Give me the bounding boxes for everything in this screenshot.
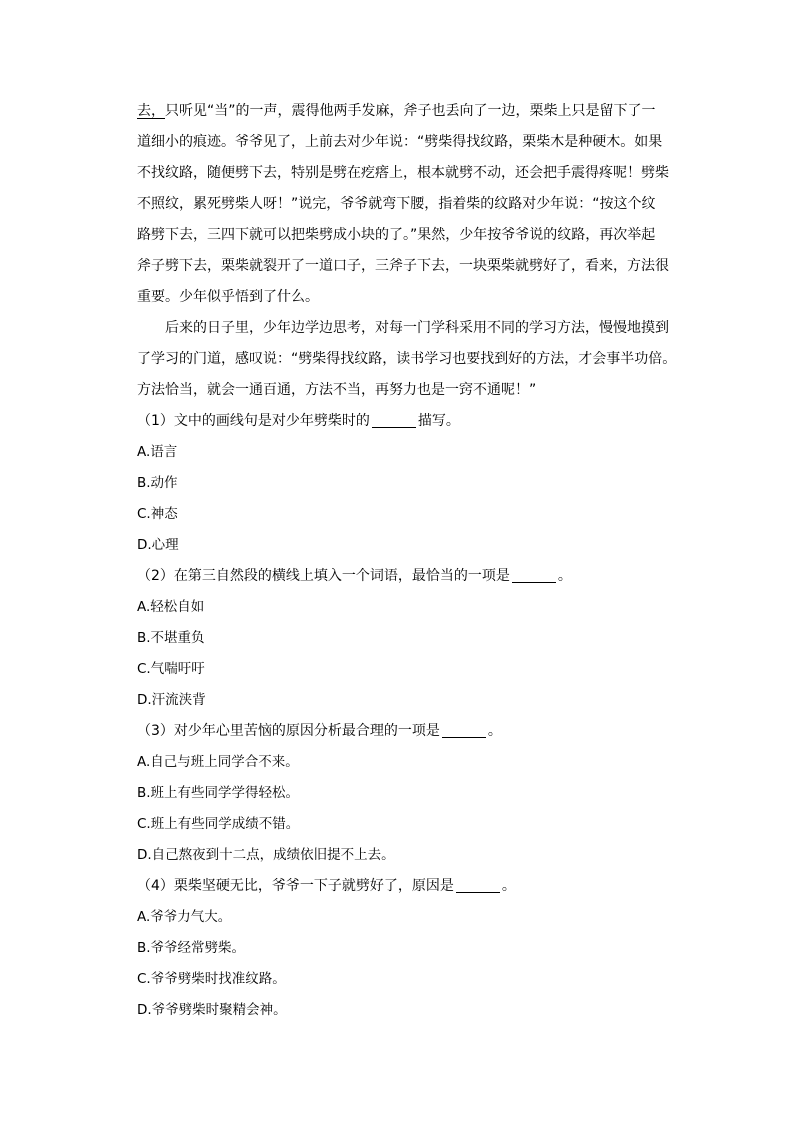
underlined-sentence: 去， [137,103,165,119]
answer-blank[interactable] [512,565,556,583]
passage-line: 不找纹路，随便劈下去，特别是劈在疙瘩上，根本就劈不动，还会把手震得疼呢！劈柴 [137,165,669,181]
passage-line: 斧子劈下去，栗柴就裂开了一道口子，三斧子下去，一块栗柴就劈好了，看来，方法很 [137,258,669,274]
answer-blank[interactable] [456,875,500,893]
question-stem: （2）在第三自然段的横线上填入一个词语，最恰当的一项是 。 [137,561,677,592]
answer-option[interactable]: A.轻松自如 [137,599,205,615]
answer-option[interactable]: C.爷爷劈柴时找准纹路。 [137,971,286,987]
answer-option[interactable]: B.爷爷经常劈柴。 [137,940,246,956]
passage-line: 去，只听见“当”的一声，震得他两手发麻，斧子也丢向了一边，栗柴上只是留下了一 [137,103,656,119]
question-stem: （3）对少年心里苦恼的原因分析最合理的一项是 。 [137,716,677,747]
passage-line: 后来的日子里，少年边学边思考，对每一门学科采用不同的学习方法，慢慢地摸到 [165,320,669,336]
passage-line: 道细小的痕迹。爷爷见了，上前去对少年说：“劈柴得找纹路，栗柴木是种硬木。如果 [137,134,663,150]
answer-option[interactable]: C.神态 [137,506,178,522]
passage-line: 路劈下去，三四下就可以把柴劈成小块的了。”果然，少年按爷爷说的纹路，再次举起 [137,227,656,243]
answer-option[interactable]: D.心理 [137,537,179,553]
answer-blank[interactable] [372,410,416,428]
answer-option[interactable]: D.自己熬夜到十二点，成绩依旧提不上去。 [137,847,395,863]
answer-option[interactable]: C.气喘吁吁 [137,661,205,677]
answer-option[interactable]: B.不堪重负 [137,630,205,646]
answer-option[interactable]: B.动作 [137,475,178,491]
answer-option[interactable]: D.汗流浃背 [137,692,206,708]
question-stem: （1）文中的画线句是对少年劈柴时的 描写。 [137,406,677,437]
question-stem: （4）栗柴坚硬无比，爷爷一下子就劈好了，原因是 。 [137,871,677,902]
passage-line: 了学习的门道，感叹说：“劈柴得找纹路，读书学习也要找到好的方法，才会事半功倍。 [137,351,677,367]
passage-line: 重要。少年似乎悟到了什么。 [137,289,319,305]
passage-line: 方法恰当，就会一通百通，方法不当，再努力也是一窍不通呢！” [137,382,537,398]
answer-option[interactable]: C.班上有些同学成绩不错。 [137,816,300,832]
answer-blank[interactable] [442,720,486,738]
answer-option[interactable]: D.爷爷劈柴时聚精会神。 [137,1002,287,1018]
page-content [137,96,677,1026]
answer-option[interactable]: A.爷爷力气大。 [137,909,232,925]
answer-option[interactable]: B.班上有些同学学得轻松。 [137,785,300,801]
answer-option[interactable]: A.语言 [137,444,178,460]
passage-line: 不照纹，累死劈柴人呀！”说完，爷爷就弯下腰，指着柴的纹路对少年说：“按这个纹 [137,196,656,212]
answer-option[interactable]: A.自己与班上同学合不来。 [137,754,299,770]
